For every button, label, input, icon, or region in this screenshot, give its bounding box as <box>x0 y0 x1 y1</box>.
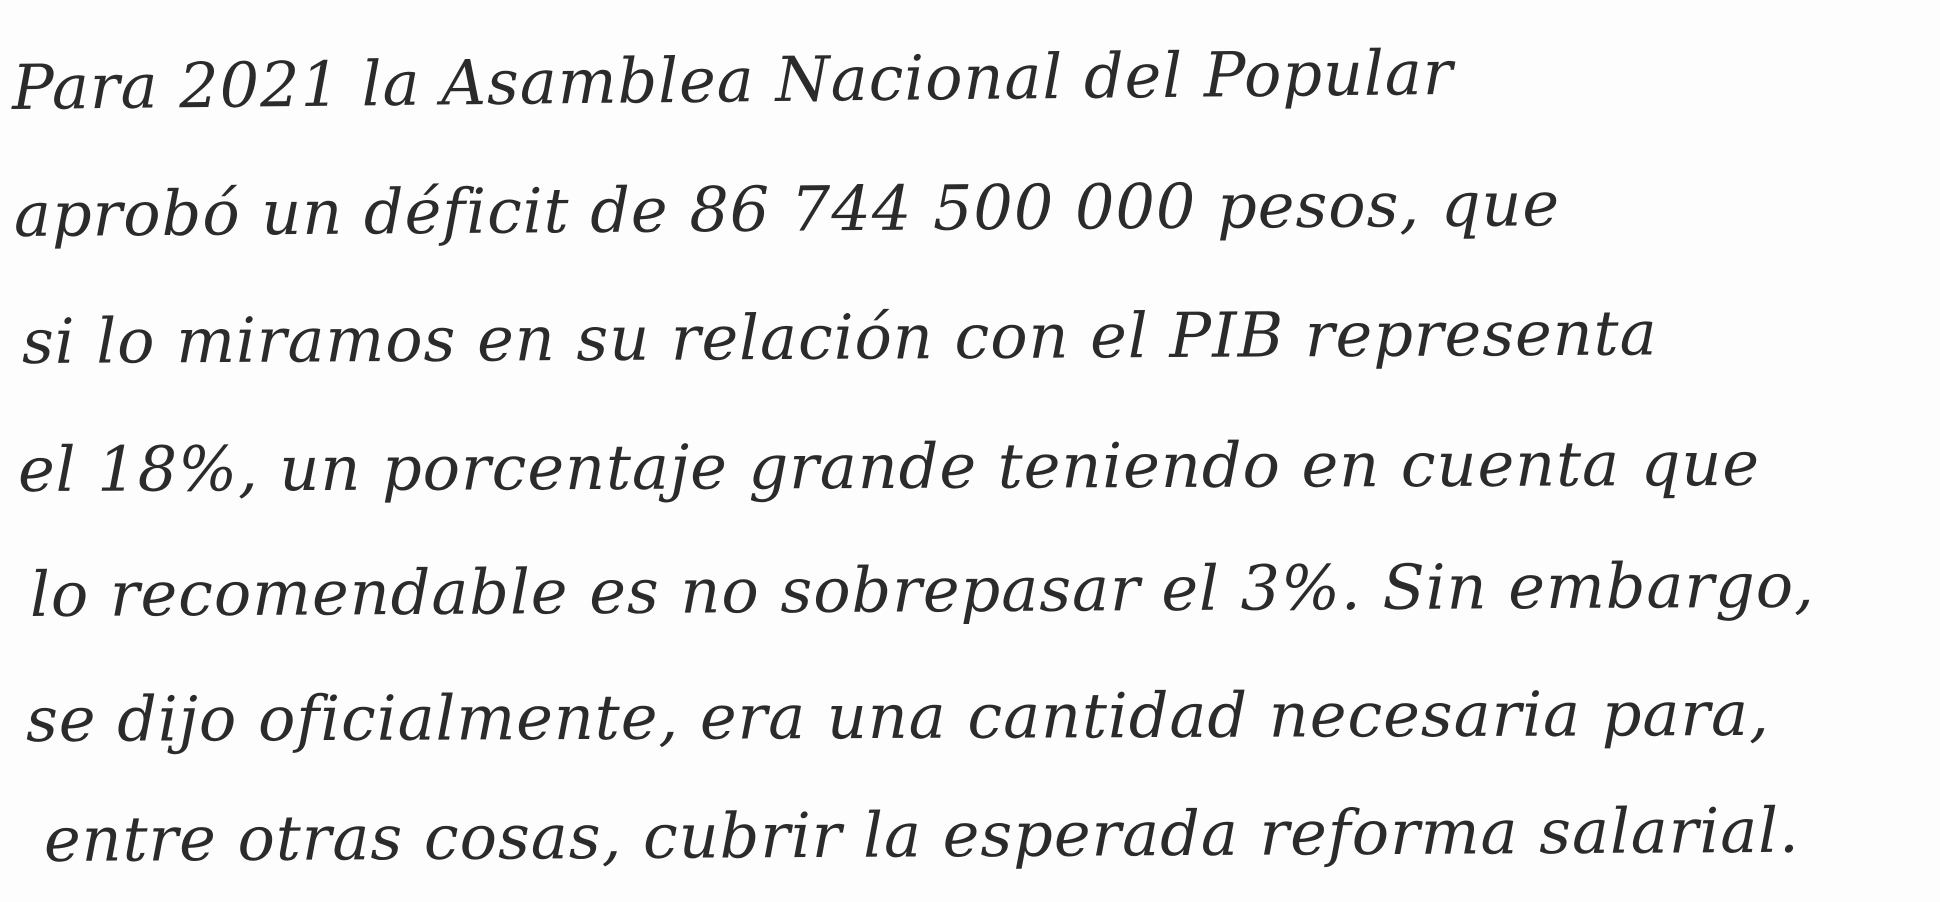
text-line-7: entre otras cosas, cubrir la esperada reforma salarial. <box>43 793 1800 876</box>
text-line-1: Para 2021 la Asamblea Nacional del Popular <box>11 35 1454 124</box>
text-line-3: si lo miramos en su relación con el PIB representa <box>21 296 1658 378</box>
text-line-2: aprobó un déficit de 86 744 500 000 pesos, que <box>13 167 1561 251</box>
text-line-5: lo recomendable es no sobrepasar el 3%. Sin embargo, <box>29 548 1815 631</box>
text-line-4: el 18%, un porcentaje grande teniendo en cuenta que <box>17 426 1761 506</box>
text-line-6: se dijo oficialmente, era una cantidad necesaria para, <box>25 676 1770 756</box>
